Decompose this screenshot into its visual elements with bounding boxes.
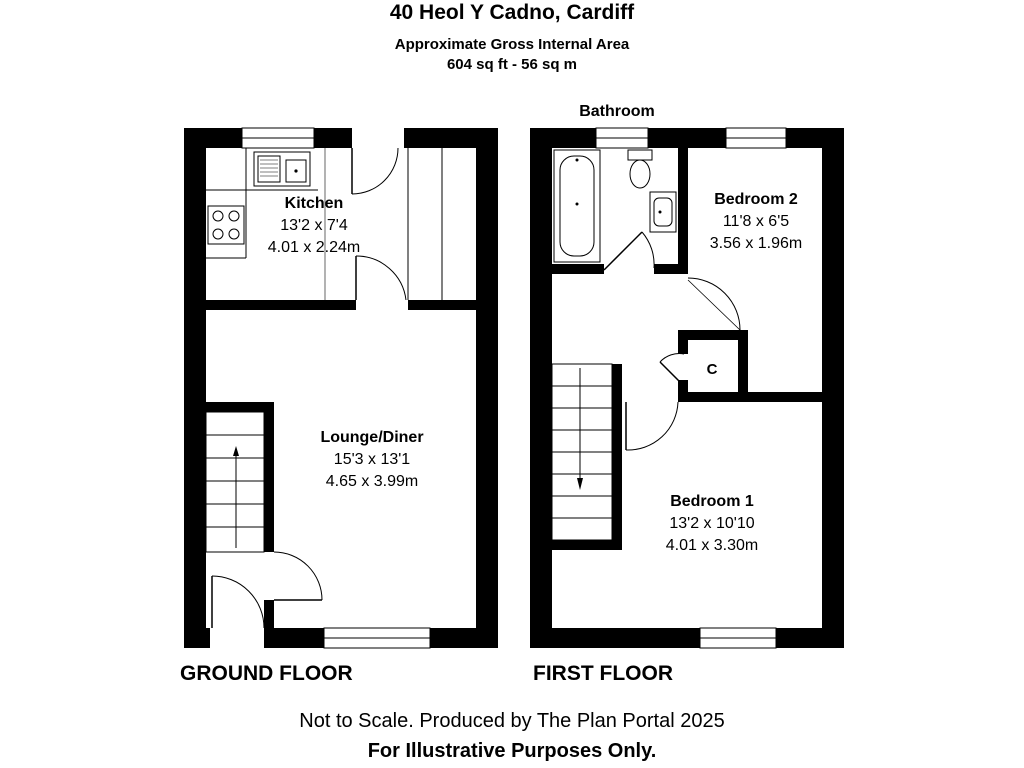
bedroom2-door bbox=[688, 278, 740, 330]
bedroom1-metric: 4.01 x 3.30m bbox=[665, 537, 759, 554]
kitchen-name: Kitchen bbox=[284, 195, 344, 212]
ground-wall-bottom-mid bbox=[264, 628, 324, 648]
ground-wall-top-left bbox=[184, 128, 242, 148]
ground-wall-top-mid bbox=[314, 128, 352, 148]
ground-wall-bottom-left bbox=[184, 628, 210, 648]
cupboard-label: C bbox=[706, 361, 718, 378]
toilet bbox=[628, 150, 652, 188]
ground-wall-bottom-right bbox=[430, 628, 498, 648]
bedroom-divider-wall bbox=[678, 392, 822, 402]
bedroom1-door bbox=[626, 402, 678, 450]
first-floor-plan bbox=[530, 103, 844, 648]
ground-staircase bbox=[206, 412, 264, 552]
bathroom-bedroom2-wall bbox=[678, 148, 688, 274]
first-wall-bottom-left bbox=[530, 628, 700, 648]
stairwell-wall bbox=[612, 364, 622, 550]
first-wall-top-left bbox=[530, 128, 596, 148]
ground-wall-top-right bbox=[404, 128, 498, 148]
bedroom1-imperial: 13'2 x 10'10 bbox=[669, 515, 755, 532]
cupboard-wall-top bbox=[678, 330, 748, 340]
plan-title: 40 Heol Y Cadno, Cardiff bbox=[389, 1, 635, 24]
first-staircase bbox=[552, 364, 612, 540]
stair-wall-side bbox=[264, 402, 274, 552]
first-wall-bottom-right bbox=[776, 628, 844, 648]
bathroom-label: Bathroom bbox=[579, 103, 655, 120]
ground-wall-left bbox=[184, 128, 206, 648]
kitchen-sink bbox=[254, 152, 310, 186]
first-floor-label: FIRST FLOOR bbox=[533, 662, 673, 685]
cupboard-wall-right bbox=[738, 330, 748, 392]
bathroom-door bbox=[604, 232, 654, 270]
first-wall-right bbox=[822, 128, 844, 648]
basin bbox=[650, 192, 676, 232]
kitchen-back-door bbox=[352, 148, 398, 194]
kitchen-lounge-door bbox=[356, 256, 406, 300]
kitchen-metric: 4.01 x 2.24m bbox=[267, 239, 361, 256]
illustrative-disclaimer: For Illustrative Purposes Only. bbox=[367, 740, 657, 762]
cupboard-door bbox=[660, 354, 684, 382]
bedroom2-metric: 3.56 x 1.96m bbox=[709, 235, 803, 252]
ground-wall-right bbox=[476, 128, 498, 648]
bathtub bbox=[554, 150, 600, 262]
kitchen-imperial: 13'2 x 7'4 bbox=[280, 217, 348, 234]
kitchen-hob bbox=[208, 206, 244, 244]
ground-floor-plan bbox=[184, 128, 498, 648]
stairwell-wall-bottom bbox=[552, 540, 622, 550]
hall-door bbox=[274, 552, 322, 600]
cupboard-wall-lower-left bbox=[678, 380, 688, 402]
first-wall-top-right bbox=[786, 128, 844, 148]
first-wall-left bbox=[530, 128, 552, 648]
kitchen-lounge-wall-left bbox=[206, 300, 356, 310]
lounge-name: Lounge/Diner bbox=[320, 429, 424, 446]
lounge-imperial: 15'3 x 13'1 bbox=[333, 451, 411, 468]
kitchen-lounge-wall-right bbox=[408, 300, 476, 310]
cupboard-wall-left bbox=[678, 330, 688, 354]
bedroom2-name: Bedroom 2 bbox=[714, 191, 798, 208]
area-value: 604 sq ft - 56 sq m bbox=[446, 56, 578, 73]
lounge-metric: 4.65 x 3.99m bbox=[325, 473, 419, 490]
hall-wall-bottom bbox=[264, 600, 274, 628]
scale-disclaimer: Not to Scale. Produced by The Plan Portal 2025 bbox=[299, 710, 725, 732]
bathroom-wall-bottom-left bbox=[552, 264, 604, 274]
bedroom1-name: Bedroom 1 bbox=[670, 493, 754, 510]
first-wall-top-mid bbox=[648, 128, 726, 148]
front-door bbox=[212, 576, 264, 628]
area-label: Approximate Gross Internal Area bbox=[394, 36, 630, 53]
stair-wall-top bbox=[206, 402, 274, 412]
ground-floor-label: GROUND FLOOR bbox=[180, 662, 353, 685]
bedroom2-imperial: 11'8 x 6'5 bbox=[722, 213, 790, 230]
